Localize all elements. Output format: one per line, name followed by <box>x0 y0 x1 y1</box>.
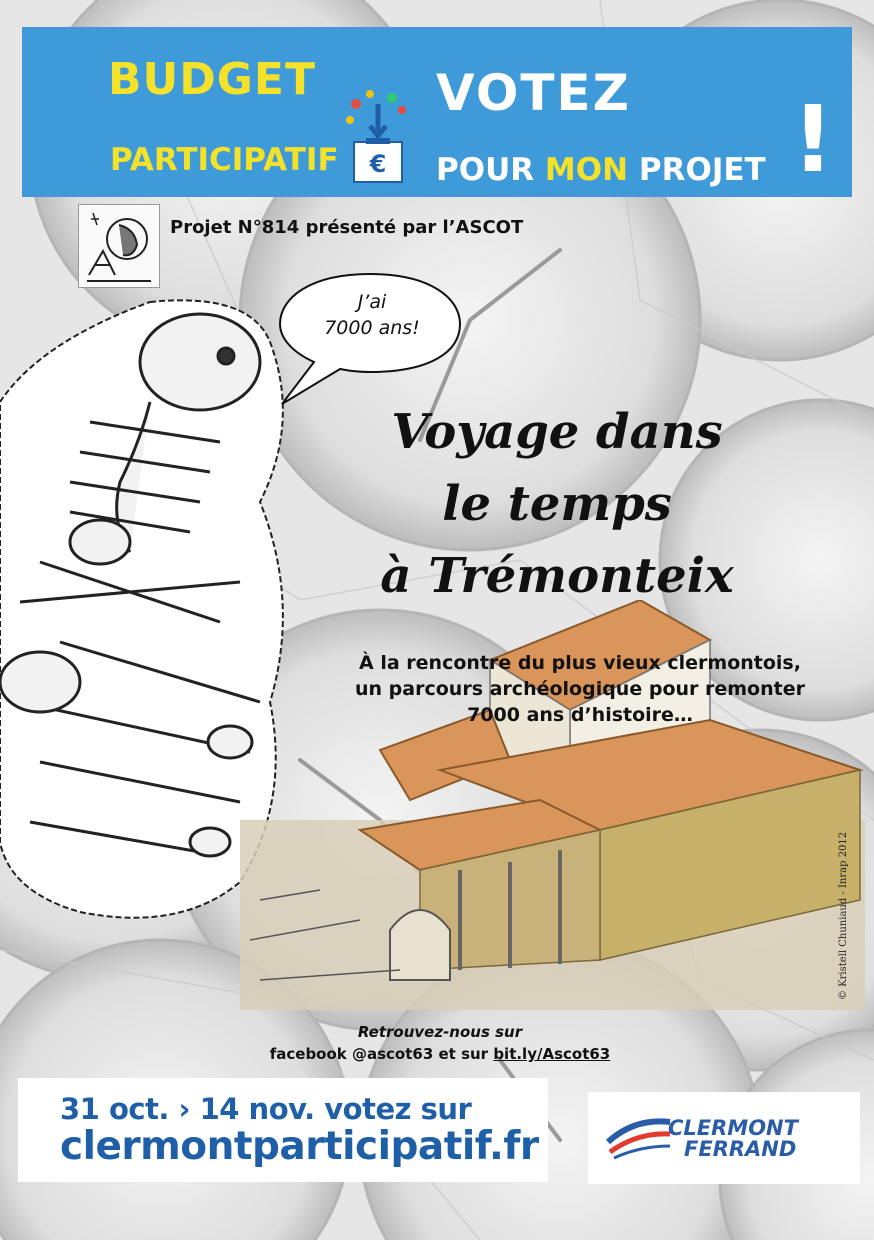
title-line-1: Voyage dans <box>391 404 723 460</box>
header-pour-mon-projet <box>436 152 766 188</box>
subtitle-line-2: un parcours archéologique pour remonter <box>355 678 805 700</box>
header-participatif: PARTICIPATIF <box>110 142 339 178</box>
clermont-ferrand-logo-icon <box>604 1112 674 1162</box>
header-projet: PROJET <box>628 152 766 188</box>
subtitle-line-3: 7000 ans d’histoire… <box>467 704 693 726</box>
contact-link[interactable]: bit.ly/Ascot63 <box>493 1045 611 1063</box>
vote-website[interactable]: clermontparticipatif.fr <box>60 1124 539 1169</box>
city-name-line-2: FERRAND <box>684 1137 797 1161</box>
ascot-logo <box>78 204 160 288</box>
header-votez: VOTEZ <box>436 64 631 122</box>
title-line-3: à Trémonteix <box>380 548 734 604</box>
city-name-line-1: CLERMONT <box>668 1116 798 1140</box>
contact-facebook: facebook @ascot63 et sur <box>269 1045 494 1063</box>
euro-symbol: € <box>369 150 387 178</box>
header-mon: MON <box>544 152 629 188</box>
header-pour: POUR <box>436 152 545 188</box>
vote-dates: 31 oct. › 14 nov. votez sur <box>60 1092 472 1126</box>
title-line-2: le temps <box>442 476 672 532</box>
subtitle-line-1: À la rencontre du plus vieux clermontois, <box>359 652 801 674</box>
contact-line-1: Retrouvez-nous sur <box>357 1023 523 1041</box>
header-budget: BUDGET <box>108 54 316 105</box>
ballot-box-icon <box>340 86 416 186</box>
bubble-line-1: J’ai <box>357 291 387 313</box>
speech-bubble-text <box>292 290 452 341</box>
poster-title <box>322 396 792 612</box>
contact-line-2 <box>200 1043 680 1065</box>
project-line: Projet N°814 présenté par l’ASCOT <box>170 217 524 238</box>
subtitle <box>285 650 874 728</box>
bubble-line-2: 7000 ans! <box>324 316 420 339</box>
image-copyright: © Kristell Chuniaud - Inrap 2012 <box>838 831 849 1000</box>
header-exclamation: ! <box>792 86 834 193</box>
contact-info <box>200 1021 680 1065</box>
